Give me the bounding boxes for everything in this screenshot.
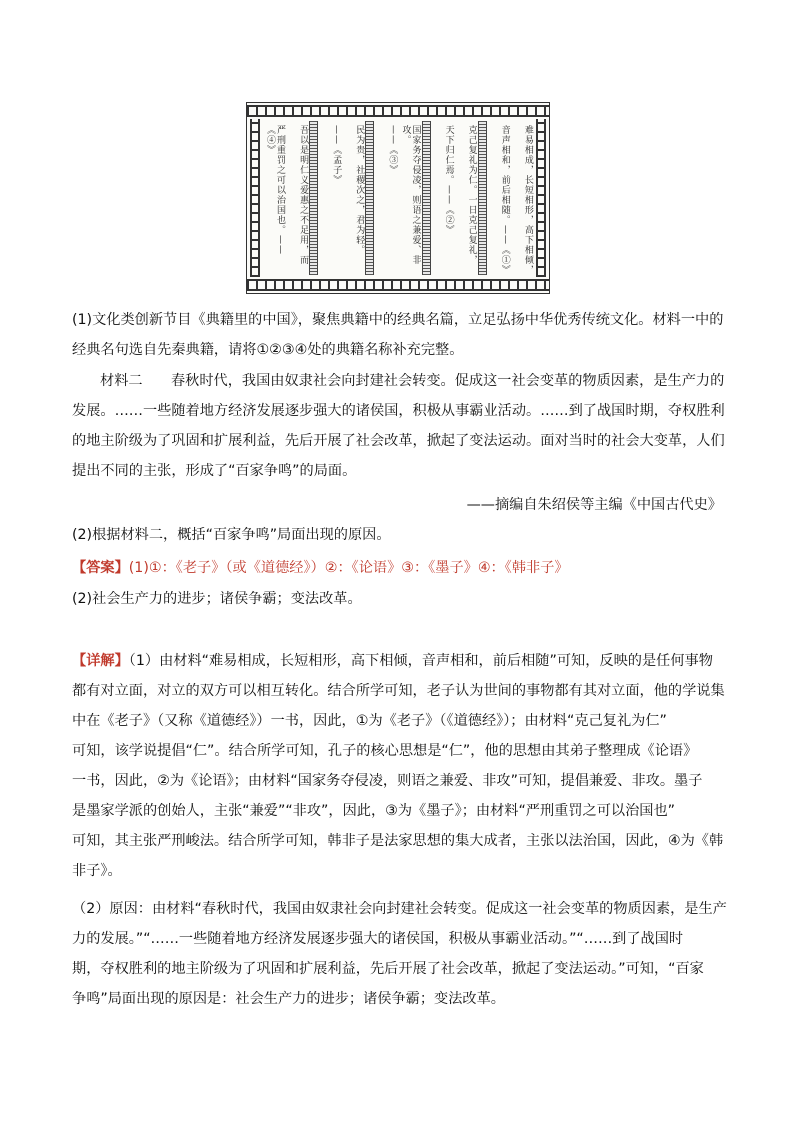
- bamboo-divider: [365, 121, 374, 275]
- scroll-column: ——《孟子》: [331, 125, 342, 185]
- material-2-line: 材料二 春秋时代，我国由奴隶社会向封建社会转变。促成这一社会变革的物质因素，是生产力的: [100, 373, 725, 389]
- fret-border-bottom: [247, 279, 549, 291]
- answer-part-1: [72, 553, 722, 583]
- question-1-line: (1)文化类创新节目《典籍里的中国》，聚焦典籍中的经典名篇，立足弘扬中华优秀传统文化。材料一中的: [72, 312, 724, 328]
- explanation-line: 非子》。: [72, 863, 122, 879]
- scroll-column: 严刑重罚之可以治国也。——《④》: [265, 125, 285, 255]
- explanation-line: （2）原因：由材料“春秋时代，我国由奴隶社会向封建社会转变。促成这一社会变革的物质因素，是生产: [72, 901, 727, 917]
- answer-label: 【答案】: [72, 560, 129, 576]
- scroll-column: ——《③》: [387, 125, 398, 175]
- explanation-part-2: [72, 894, 727, 1014]
- material-2: [72, 366, 725, 486]
- material-2-line: 发展。……一些随着地方经济发展逐步强大的诸侯国，积极从事霸业活动。……到了战国时期，夺权胜利: [72, 403, 725, 419]
- scroll-column: 天下归仁焉。——《②》: [443, 125, 454, 235]
- answer-text: (1)①：《老子》（或《道德经》）②：《论语》③：《墨子》④：《韩非子》: [128, 560, 569, 576]
- explanation-line: 可知，其主张严刑峻法。结合所学可知，韩非子是法家思想的集大成者，主张以法治国，因此，④为《韩: [72, 833, 724, 849]
- scroll-column: 民为贵，社稷次之，君为轻。: [354, 125, 365, 255]
- scroll-figure: [246, 102, 550, 294]
- question-1-line: 经典名句选自先秦典籍，请将①②③④处的典籍名称补充完整。: [72, 342, 464, 358]
- fret-border-top: [247, 105, 549, 117]
- explanation-line: 力的发展。”“……一些随着地方经济发展逐步强大的诸侯国，积极从事霸业活动。”“……到了战国时: [72, 931, 684, 947]
- explanation-line: 都有对立面，对立的双方可以相互转化。结合所学可知，老子认为世间的事物都有其对立面，他的学说集: [72, 683, 725, 699]
- scroll-column: 吾以是明仁义爱惠之不足用，而: [298, 125, 309, 265]
- bamboo-divider: [309, 121, 318, 275]
- material-2-line: 的地主阶级为了巩固和扩展利益，先后开展了社会改革，掀起了变法运动。面对当时的社会大变革，人们: [72, 433, 725, 449]
- answer-part-2: (2)社会生产力的进步；诸侯争霸；变法改革。: [72, 591, 362, 607]
- material-2-source: ——摘编自朱绍侯等主编《中国古代史》: [466, 497, 722, 513]
- scroll-column: 音声相和，前后相随。——《①》: [499, 125, 510, 275]
- explanation-part-1: [72, 646, 725, 886]
- fret-border-right: [536, 119, 546, 277]
- scroll-columns: [263, 121, 533, 275]
- question-1: [72, 305, 722, 365]
- scroll-column: 国家务夺侵凌，则语之兼爱、非攻。: [400, 125, 421, 265]
- explanation-line: 是墨家学派的创始人，主张“兼爱”“非攻”，因此，③为《墨子》；由材料“严刑重罚之可以治国也”: [72, 803, 676, 819]
- explanation-line: 期，夺权胜利的地主阶级为了巩固和扩展利益，先后开展了社会改革，掀起了变法运动。”可知，“百家: [72, 961, 704, 977]
- explanation-line: 争鸣”局面出现的原因是：社会生产力的进步；诸侯争霸；变法改革。: [72, 991, 505, 1007]
- explanation-line: 可知，该学说提倡“仁”。结合所学可知，孔子的核心思想是“仁”，他的思想由其弟子整理成《论语》: [72, 743, 698, 759]
- scroll-column: 克己复礼为仁。一日克己复礼，: [466, 125, 477, 265]
- fret-border-left: [250, 119, 260, 277]
- bamboo-divider: [478, 121, 487, 275]
- explanation-text: （1）由材料“难易相成，长短相形，高下相倾，音声相和，前后相随”可知，反映的是任何事物: [128, 653, 713, 669]
- explanation-label: 【详解】: [72, 653, 129, 669]
- explanation-line: [72, 646, 722, 676]
- material-2-line: 提出不同的主张，形成了“百家争鸣”的局面。: [72, 463, 357, 479]
- explanation-line: 中在《老子》（又称《道德经》）一书，因此，①为《老子》（《道德经》）；由材料“克己复礼为仁”: [72, 713, 667, 729]
- bamboo-divider: [422, 121, 431, 275]
- scroll-column: 难易相成，长短相形，高下相倾，: [522, 125, 533, 275]
- question-2: (2)根据材料二，概括“百家争鸣”局面出现的原因。: [72, 527, 391, 543]
- explanation-line: 一书，因此，②为《论语》；由材料“国家务夺侵凌，则语之兼爱、非攻”可知，提倡兼爱、非攻。墨子: [72, 773, 703, 789]
